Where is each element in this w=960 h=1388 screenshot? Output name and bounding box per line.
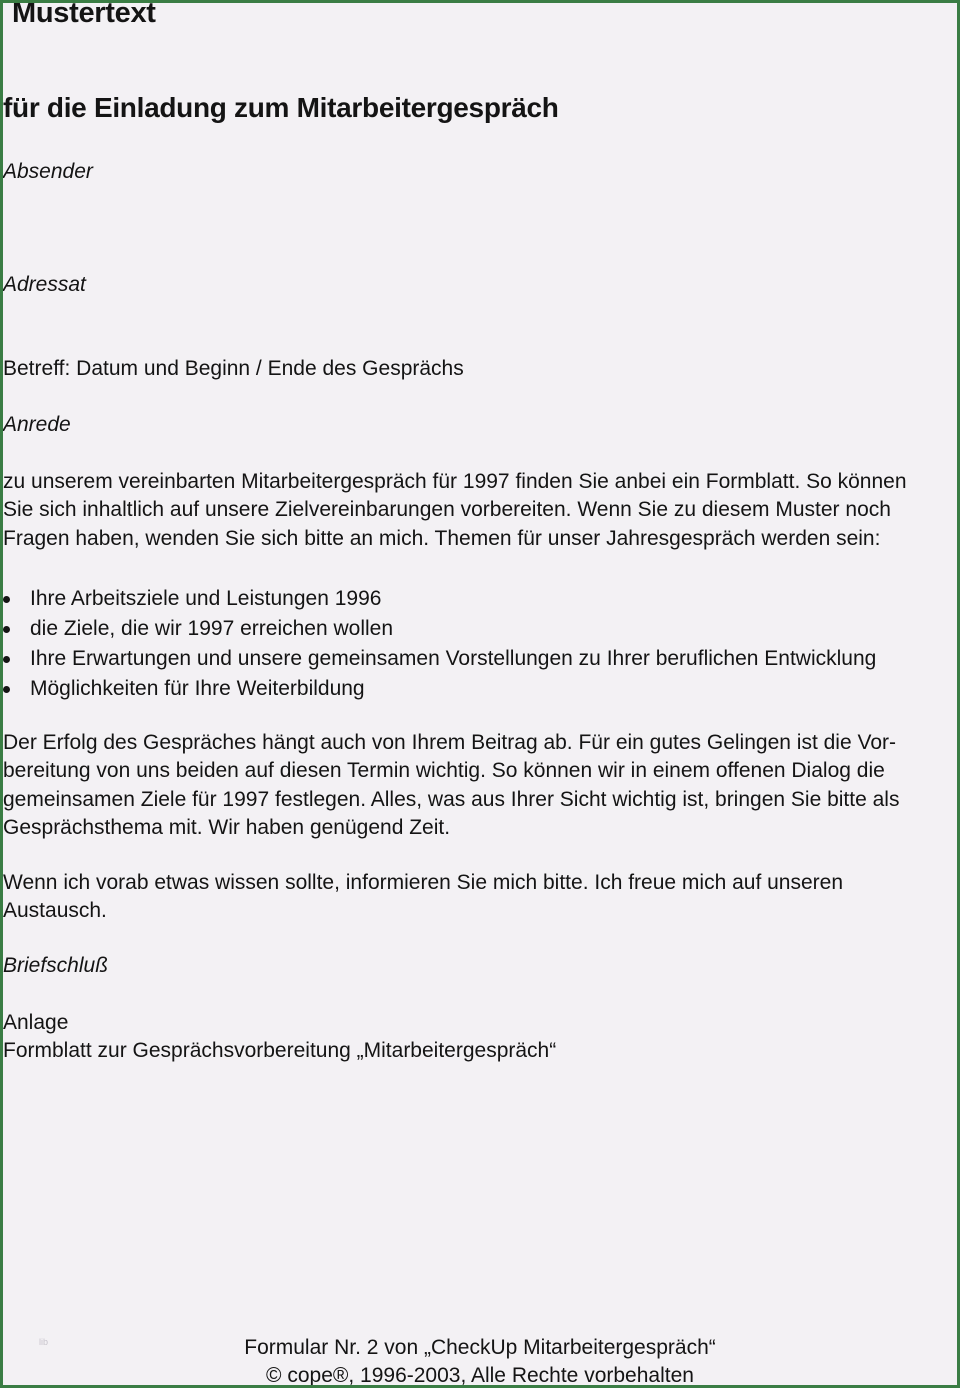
document-title: Mustertext bbox=[12, 3, 156, 29]
body-paragraph bbox=[3, 729, 957, 842]
recipient-label: Adressat bbox=[3, 273, 86, 296]
bullet-icon bbox=[3, 596, 10, 603]
sender-label: Absender bbox=[3, 160, 93, 183]
topics-list bbox=[3, 584, 876, 704]
attachment-text: Formblatt zur Gesprächsvorbereitung „Mitarbeitergespräch“ bbox=[3, 1039, 557, 1062]
document-subtitle: für die Einladung zum Mitarbeitergespräch bbox=[3, 92, 559, 123]
intro-line: Fragen haben, wenden Sie sich bitte an mich. Themen für unser Jahresgespräch werden sein: bbox=[3, 526, 881, 550]
list-item: die Ziele, die wir 1997 erreichen wollen bbox=[3, 614, 876, 644]
intro-line: zu unserem vereinbarten Mitarbeitergespräch für 1997 finden Sie anbei ein Formblatt. So können bbox=[3, 470, 907, 493]
intro-paragraph bbox=[3, 468, 957, 553]
subject-line: Betreff: Datum und Beginn / Ende des Gesprächs bbox=[3, 357, 464, 380]
closing-line: Wenn ich vorab etwas wissen sollte, informieren Sie mich bitte. Ich freue mich auf unseren bbox=[3, 871, 843, 894]
footer-form-number: Formular Nr. 2 von „CheckUp Mitarbeitergespräch“ bbox=[244, 1336, 716, 1359]
footer-copyright: © cope®, 1996-2003, Alle Rechte vorbehalten bbox=[266, 1364, 694, 1385]
list-item: Ihre Arbeitsziele und Leistungen 1996 bbox=[3, 584, 876, 614]
bullet-icon bbox=[3, 656, 10, 663]
body-line: gemeinsamen Ziele für 1997 festlegen. Alles, was aus Ihrer Sicht wichtig ist, bringen Sie bitte als bbox=[3, 787, 900, 811]
list-item: Möglichkeiten für Ihre Weiterbildung bbox=[3, 674, 876, 704]
closing-line: Austausch. bbox=[3, 899, 107, 923]
bullet-icon bbox=[3, 626, 10, 633]
closing-paragraph bbox=[3, 869, 957, 926]
body-line: bereitung von uns beiden auf diesen Termin wichtig. So können wir in einem offenen Dialog die bbox=[3, 759, 885, 783]
intro-line: Sie sich inhaltlich auf unsere Zielvereinbarungen vorbereiten. Wenn Sie zu diesem Muster noch bbox=[3, 498, 891, 522]
footer bbox=[3, 1334, 957, 1385]
body-line: Gesprächsthema mit. Wir haben genügend Zeit. bbox=[3, 815, 451, 839]
body-line: Der Erfolg des Gespräches hängt auch von Ihrem Beitrag ab. Für ein gutes Gelingen ist die Vor- bbox=[3, 731, 896, 754]
document-page bbox=[3, 3, 957, 1385]
watermark: lib bbox=[39, 1337, 49, 1347]
letter-close-label: Briefschluß bbox=[3, 954, 109, 977]
attachment-label: Anlage bbox=[3, 1011, 69, 1034]
list-item: Ihre Erwartungen und unsere gemeinsamen Vorstellungen zu Ihrer beruflichen Entwicklung bbox=[3, 644, 876, 674]
salutation-label: Anrede bbox=[3, 413, 71, 436]
bullet-icon bbox=[3, 686, 10, 693]
